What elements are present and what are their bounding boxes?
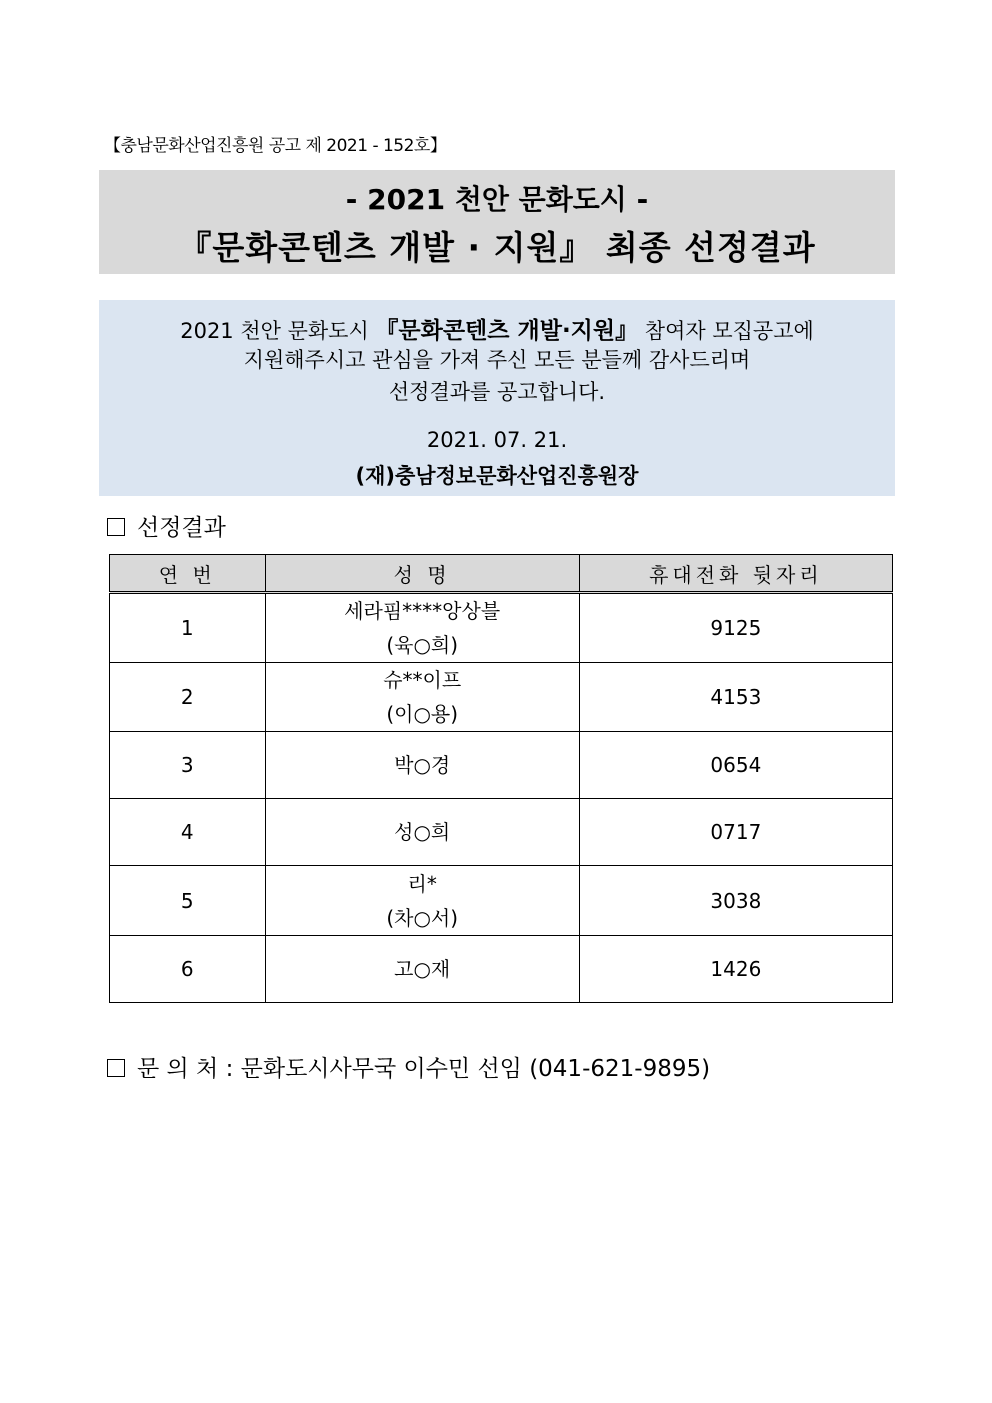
intro-line-3: 선정결과를 공고합니다.	[388, 380, 606, 404]
row-phone: 3038	[579, 866, 892, 936]
row-phone: 9125	[579, 593, 892, 663]
row-name-main: 슈**이프	[383, 668, 462, 692]
title-line-2: 『문화콘텐츠 개발 · 지원』 최종 선정결과	[178, 228, 816, 267]
row-name-main: 세라핌****앙상블	[344, 599, 501, 623]
row-phone: 1426	[579, 936, 892, 1003]
row-no: 1	[110, 593, 266, 663]
intro-organization: (재)충남정보문화산업진흥원장	[355, 464, 639, 488]
row-name	[265, 593, 579, 663]
row-phone: 0717	[579, 799, 892, 866]
title-line-1: - 2021 천안 문화도시 -	[345, 183, 649, 216]
results-heading-text: 선정결과	[137, 515, 226, 541]
row-no: 2	[110, 663, 266, 732]
intro-line-1-post: 참여자 모집공고에	[638, 319, 814, 343]
table-row	[110, 936, 893, 1003]
results-table	[109, 554, 893, 1003]
row-no: 6	[110, 936, 266, 1003]
column-header-no: 연 번	[110, 555, 266, 593]
row-name: 고○재	[265, 936, 579, 1003]
row-no: 5	[110, 866, 266, 936]
intro-line-1-pre: 2021 천안 문화도시	[180, 319, 376, 343]
row-name-main: 리*	[407, 871, 437, 896]
title-banner	[99, 170, 895, 274]
contact-text: 문 의 처 : 문화도시사무국 이수민 선임 (041-621-9895)	[137, 1056, 711, 1082]
table-row	[110, 799, 893, 866]
table-row	[110, 663, 893, 732]
table-row	[110, 593, 893, 663]
row-name-sub: (차○서)	[386, 905, 459, 930]
row-name: 성○희	[265, 799, 579, 866]
checkbox-square-icon	[107, 518, 125, 536]
column-header-name: 성 명	[265, 555, 579, 593]
intro-date: 2021. 07. 21.	[426, 428, 568, 452]
row-no: 4	[110, 799, 266, 866]
intro-line-1-em: 『문화콘텐츠 개발·지원』	[375, 318, 639, 344]
intro-line-1	[99, 312, 895, 345]
table-row	[110, 866, 893, 936]
column-header-phone: 휴대전화 뒷자리	[579, 555, 892, 593]
row-no: 3	[110, 732, 266, 799]
table-header-row	[110, 555, 893, 593]
row-name	[265, 866, 579, 936]
contact-line	[107, 1050, 710, 1083]
row-phone: 4153	[579, 663, 892, 732]
table-row	[110, 732, 893, 799]
checkbox-square-icon	[107, 1059, 125, 1077]
intro-box	[99, 300, 895, 496]
results-heading	[107, 509, 226, 542]
row-phone: 0654	[579, 732, 892, 799]
intro-line-2: 지원해주시고 관심을 가져 주신 모든 분들께 감사드리며	[243, 348, 751, 372]
row-name-sub: (이○용)	[386, 702, 459, 726]
notice-number: 【충남문화산업진흥원 공고 제 2021 - 152호】	[104, 136, 447, 156]
row-name	[265, 663, 579, 732]
row-name: 박○경	[265, 732, 579, 799]
row-name-sub: (육○희)	[386, 633, 459, 657]
